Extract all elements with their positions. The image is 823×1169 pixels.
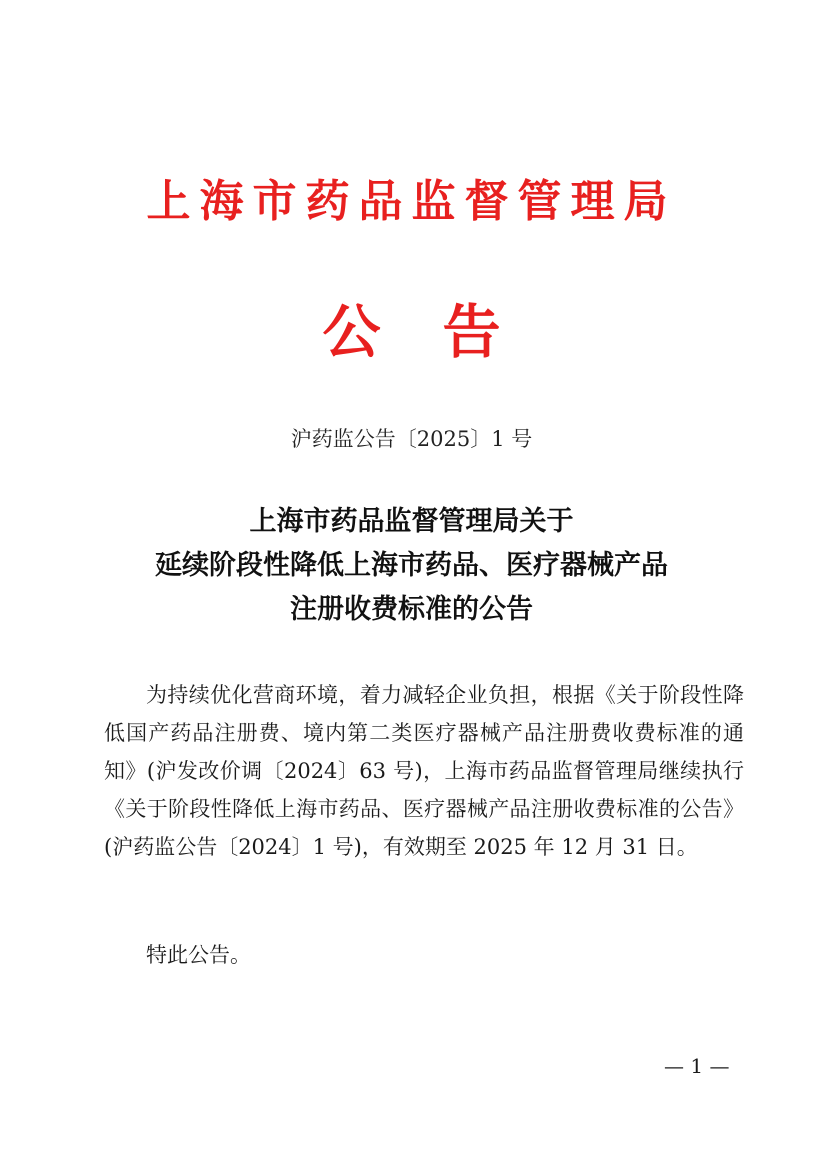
document-title — [0, 500, 823, 632]
page-number: — 1 — — [664, 1054, 730, 1078]
document-type: 公告 — [322, 298, 563, 366]
title-line-3: 注册收费标准的公告 — [290, 594, 533, 625]
document-number: 沪药监公告〔2025〕1 号 — [290, 427, 533, 451]
title-line-2: 延续阶段性降低上海市药品、医疗器械产品 — [155, 550, 668, 581]
body-paragraph: 为持续优化营商环境，着力减轻企业负担，根据《关于阶段性降低国产药品注册费、境内第二类医疗器械产品注册费收费标准的通知》(沪发改价调〔2024〕63 号)，上海市药品监督管理局继续执行《关于阶段性降低上海市药品、医疗器械产品注册收费标准的公告》(沪药监公告〔2024〕1 号)，有效期至 2025 年 12 月 31 日。 — [104, 683, 744, 859]
issuer-name: 上海市药品监督管理局 — [146, 176, 677, 227]
title-line-1: 上海市药品监督管理局关于 — [249, 506, 574, 537]
closing-remark: 特此公告。 — [146, 943, 251, 967]
